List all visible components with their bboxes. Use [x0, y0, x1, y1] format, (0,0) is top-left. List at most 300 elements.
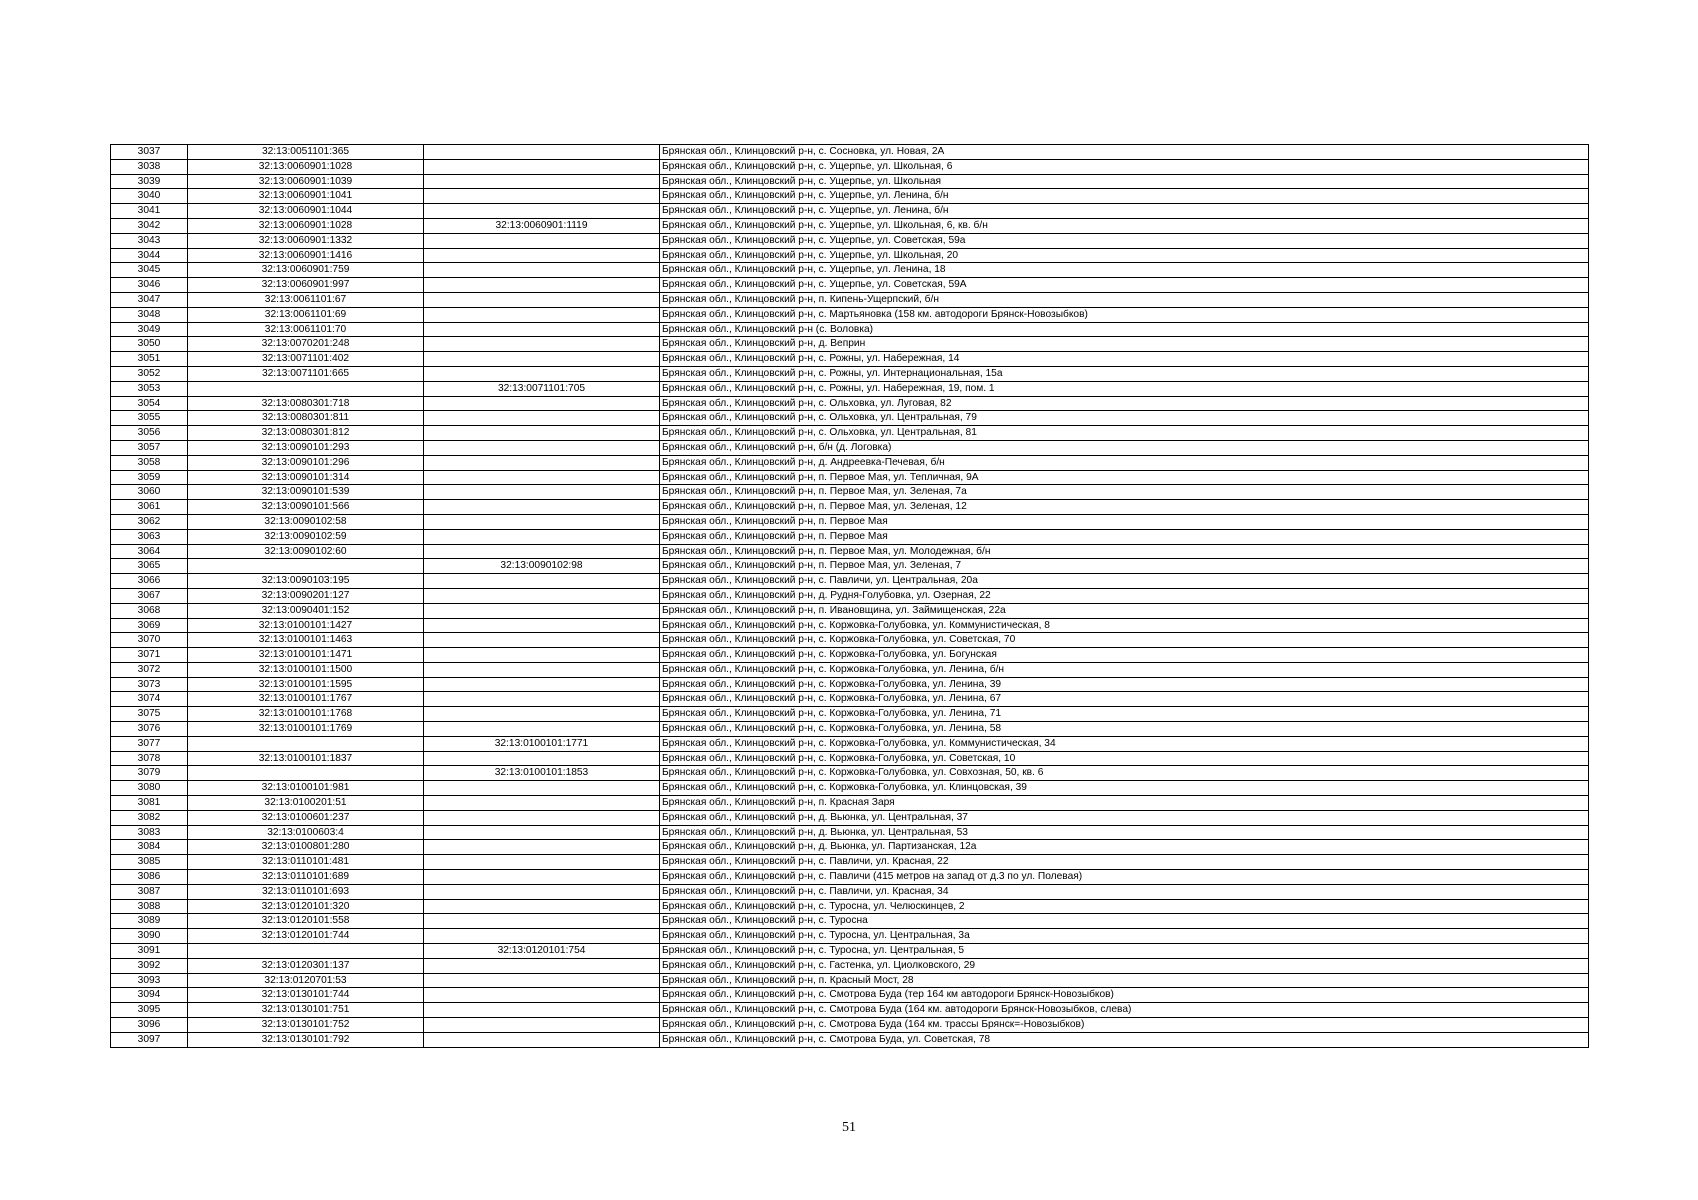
row-number-cell: 3073	[111, 677, 188, 692]
address-cell: Брянская обл., Клинцовский р-н, с. Павличи, ул. Красная, 22	[660, 855, 1589, 870]
cadastral-number-cell: 32:13:0060901:1028	[188, 159, 424, 174]
table-row	[111, 396, 1589, 411]
address-cell: Брянская обл., Клинцовский р-н, д. Веприн	[660, 337, 1589, 352]
room-cadastral-number-cell	[424, 988, 660, 1003]
address-cell: Брянская обл., Клинцовский р-н, д. Вьюнка, ул. Центральная, 53	[660, 825, 1589, 840]
table-row	[111, 633, 1589, 648]
table-row	[111, 618, 1589, 633]
row-number-cell: 3079	[111, 766, 188, 781]
cadastral-number-cell: 32:13:0100101:981	[188, 781, 424, 796]
table-row	[111, 988, 1589, 1003]
room-cadastral-number-cell	[424, 662, 660, 677]
row-number-cell: 3093	[111, 973, 188, 988]
cadastral-number-cell	[188, 736, 424, 751]
room-cadastral-number-cell	[424, 588, 660, 603]
row-number-cell: 3068	[111, 603, 188, 618]
table-row	[111, 958, 1589, 973]
table-row	[111, 662, 1589, 677]
address-cell: Брянская обл., Клинцовский р-н, с. Ущерпье, ул. Ленина, 18	[660, 263, 1589, 278]
row-number-cell: 3092	[111, 958, 188, 973]
address-cell: Брянская обл., Клинцовский р-н, п. Первое Мая, ул. Молодежная, б/н	[660, 544, 1589, 559]
room-cadastral-number-cell	[424, 455, 660, 470]
row-number-cell: 3037	[111, 145, 188, 160]
address-cell: Брянская обл., Клинцовский р-н (с. Воловка)	[660, 322, 1589, 337]
table-row	[111, 381, 1589, 396]
room-cadastral-number-cell	[424, 1003, 660, 1018]
row-number-cell: 3046	[111, 278, 188, 293]
room-cadastral-number-cell: 32:13:0090102:98	[424, 559, 660, 574]
row-number-cell: 3045	[111, 263, 188, 278]
address-cell: Брянская обл., Клинцовский р-н, с. Коржовка-Голубовка, ул. Советская, 70	[660, 633, 1589, 648]
cadastral-number-cell: 32:13:0060901:1039	[188, 174, 424, 189]
room-cadastral-number-cell	[424, 707, 660, 722]
address-cell: Брянская обл., Клинцовский р-н, п. Первое Мая, ул. Зеленая, 7а	[660, 485, 1589, 500]
table-row	[111, 899, 1589, 914]
address-cell: Брянская обл., Клинцовский р-н, с. Смотрова Буда, ул. Советская, 78	[660, 1032, 1589, 1047]
table-row	[111, 648, 1589, 663]
row-number-cell: 3052	[111, 366, 188, 381]
table-row	[111, 973, 1589, 988]
cadastral-number-cell: 32:13:0060901:1332	[188, 233, 424, 248]
row-number-cell: 3061	[111, 500, 188, 515]
row-number-cell: 3071	[111, 648, 188, 663]
row-number-cell: 3040	[111, 189, 188, 204]
cadastral-number-cell: 32:13:0100101:1769	[188, 722, 424, 737]
address-cell: Брянская обл., Клинцовский р-н, с. Коржовка-Голубовка, ул. Советская, 10	[660, 751, 1589, 766]
row-number-cell: 3087	[111, 884, 188, 899]
row-number-cell: 3060	[111, 485, 188, 500]
row-number-cell: 3044	[111, 248, 188, 263]
room-cadastral-number-cell	[424, 722, 660, 737]
address-cell: Брянская обл., Клинцовский р-н, п. Первое Мая, ул. Зеленая, 7	[660, 559, 1589, 574]
table-row	[111, 233, 1589, 248]
table-row	[111, 307, 1589, 322]
address-cell: Брянская обл., Клинцовский р-н, с. Ущерпье, ул. Ленина, б/н	[660, 204, 1589, 219]
address-cell: Брянская обл., Клинцовский р-н, с. Ущерпье, ул. Школьная, 6, кв. б/н	[660, 218, 1589, 233]
row-number-cell: 3096	[111, 1018, 188, 1033]
table-row	[111, 337, 1589, 352]
row-number-cell: 3039	[111, 174, 188, 189]
table-row	[111, 707, 1589, 722]
row-number-cell: 3097	[111, 1032, 188, 1047]
address-cell: Брянская обл., Клинцовский р-н, п. Первое Мая, ул. Тепличная, 9А	[660, 470, 1589, 485]
cadastral-number-cell: 32:13:0090103:195	[188, 574, 424, 589]
table-row	[111, 218, 1589, 233]
cadastral-number-cell	[188, 559, 424, 574]
cadastral-number-cell: 32:13:0061101:67	[188, 292, 424, 307]
table-row	[111, 810, 1589, 825]
room-cadastral-number-cell	[424, 633, 660, 648]
room-cadastral-number-cell	[424, 1032, 660, 1047]
room-cadastral-number-cell	[424, 692, 660, 707]
cadastral-number-cell: 32:13:0100801:280	[188, 840, 424, 855]
table-row	[111, 736, 1589, 751]
cadastral-number-cell: 32:13:0071101:665	[188, 366, 424, 381]
room-cadastral-number-cell	[424, 366, 660, 381]
address-cell: Брянская обл., Клинцовский р-н, п. Ивановщина, ул. Займищенская, 22а	[660, 603, 1589, 618]
address-cell: Брянская обл., Клинцовский р-н, п. Красная Заря	[660, 796, 1589, 811]
room-cadastral-number-cell	[424, 470, 660, 485]
cadastral-number-cell: 32:13:0120101:558	[188, 914, 424, 929]
room-cadastral-number-cell	[424, 973, 660, 988]
table-row	[111, 870, 1589, 885]
cadastral-number-cell: 32:13:0090401:152	[188, 603, 424, 618]
table-row	[111, 485, 1589, 500]
address-cell: Брянская обл., Клинцовский р-н, д. Вьюнка, ул. Центральная, 37	[660, 810, 1589, 825]
room-cadastral-number-cell	[424, 914, 660, 929]
row-number-cell: 3094	[111, 988, 188, 1003]
cadastral-number-cell: 32:13:0060901:1041	[188, 189, 424, 204]
cadastral-number-cell: 32:13:0090102:58	[188, 514, 424, 529]
row-number-cell: 3047	[111, 292, 188, 307]
row-number-cell: 3067	[111, 588, 188, 603]
row-number-cell: 3078	[111, 751, 188, 766]
room-cadastral-number-cell: 32:13:0071101:705	[424, 381, 660, 396]
address-cell: Брянская обл., Клинцовский р-н, с. Коржовка-Голубовка, ул. Совхозная, 50, кв. 6	[660, 766, 1589, 781]
address-cell: Брянская обл., Клинцовский р-н, с. Туросна	[660, 914, 1589, 929]
cadastral-number-cell: 32:13:0060901:759	[188, 263, 424, 278]
cadastral-number-cell	[188, 766, 424, 781]
row-number-cell: 3053	[111, 381, 188, 396]
row-number-cell: 3038	[111, 159, 188, 174]
row-number-cell: 3086	[111, 870, 188, 885]
row-number-cell: 3085	[111, 855, 188, 870]
address-cell: Брянская обл., Клинцовский р-н, с. Коржовка-Голубовка, ул. Коммунистическая, 8	[660, 618, 1589, 633]
room-cadastral-number-cell	[424, 825, 660, 840]
table-row	[111, 204, 1589, 219]
address-cell: Брянская обл., Клинцовский р-н, с. Туросна, ул. Центральная, 5	[660, 944, 1589, 959]
room-cadastral-number-cell	[424, 870, 660, 885]
room-cadastral-number-cell	[424, 840, 660, 855]
address-cell: Брянская обл., Клинцовский р-н, п. Первое Мая	[660, 514, 1589, 529]
table-row	[111, 529, 1589, 544]
address-cell: Брянская обл., Клинцовский р-н, д. Рудня-Голубовка, ул. Озерная, 22	[660, 588, 1589, 603]
cadastral-number-cell: 32:13:0090101:539	[188, 485, 424, 500]
row-number-cell: 3043	[111, 233, 188, 248]
cadastral-number-cell: 32:13:0130101:792	[188, 1032, 424, 1047]
table-row	[111, 426, 1589, 441]
room-cadastral-number-cell	[424, 855, 660, 870]
cadastral-number-cell: 32:13:0130101:751	[188, 1003, 424, 1018]
table-row	[111, 1018, 1589, 1033]
room-cadastral-number-cell	[424, 292, 660, 307]
address-cell: Брянская обл., Клинцовский р-н, п. Красный Мост, 28	[660, 973, 1589, 988]
room-cadastral-number-cell	[424, 574, 660, 589]
address-cell: Брянская обл., Клинцовский р-н, с. Рожны, ул. Интернациональная, 15а	[660, 366, 1589, 381]
cadastral-number-cell: 32:13:0100101:1767	[188, 692, 424, 707]
room-cadastral-number-cell: 32:13:0120101:754	[424, 944, 660, 959]
row-number-cell: 3080	[111, 781, 188, 796]
cadastral-number-cell: 32:13:0090101:566	[188, 500, 424, 515]
cadastral-number-cell: 32:13:0060901:997	[188, 278, 424, 293]
address-cell: Брянская обл., Клинцовский р-н, с. Коржовка-Голубовка, ул. Ленина, 71	[660, 707, 1589, 722]
cadastral-number-cell: 32:13:0100201:51	[188, 796, 424, 811]
room-cadastral-number-cell: 32:13:0100101:1853	[424, 766, 660, 781]
cadastral-number-cell: 32:13:0090102:59	[188, 529, 424, 544]
address-cell: Брянская обл., Клинцовский р-н, б/н (д. Логовка)	[660, 440, 1589, 455]
room-cadastral-number-cell	[424, 618, 660, 633]
room-cadastral-number-cell	[424, 440, 660, 455]
table-row	[111, 588, 1589, 603]
row-number-cell: 3057	[111, 440, 188, 455]
row-number-cell: 3051	[111, 352, 188, 367]
row-number-cell: 3090	[111, 929, 188, 944]
address-cell: Брянская обл., Клинцовский р-н, с. Коржовка-Голубовка, ул. Клинцовская, 39	[660, 781, 1589, 796]
room-cadastral-number-cell	[424, 1018, 660, 1033]
room-cadastral-number-cell	[424, 145, 660, 160]
cadastral-number-cell: 32:13:0100101:1500	[188, 662, 424, 677]
room-cadastral-number-cell	[424, 322, 660, 337]
address-cell: Брянская обл., Клинцовский р-н, с. Смотрова Буда (164 км. автодороги Брянск-Новозыбков, слева)	[660, 1003, 1589, 1018]
cadastral-number-cell: 32:13:0090101:314	[188, 470, 424, 485]
address-cell: Брянская обл., Клинцовский р-н, с. Павличи, ул. Центральная, 20а	[660, 574, 1589, 589]
table-row	[111, 159, 1589, 174]
cadastral-number-cell: 32:13:0090101:296	[188, 455, 424, 470]
table-row	[111, 929, 1589, 944]
table-row	[111, 174, 1589, 189]
table-row	[111, 574, 1589, 589]
address-cell: Брянская обл., Клинцовский р-н, с. Смотрова Буда (164 км. трассы Брянск=-Новозыбков)	[660, 1018, 1589, 1033]
room-cadastral-number-cell	[424, 204, 660, 219]
room-cadastral-number-cell	[424, 189, 660, 204]
address-cell: Брянская обл., Клинцовский р-н, с. Ущерпье, ул. Советская, 59а	[660, 233, 1589, 248]
row-number-cell: 3042	[111, 218, 188, 233]
cadastral-number-cell: 32:13:0120701:53	[188, 973, 424, 988]
address-cell: Брянская обл., Клинцовский р-н, с. Коржовка-Голубовка, ул. Ленина, 67	[660, 692, 1589, 707]
room-cadastral-number-cell	[424, 810, 660, 825]
page-number: 51	[842, 1120, 856, 1135]
room-cadastral-number-cell	[424, 648, 660, 663]
table-row	[111, 322, 1589, 337]
row-number-cell: 3089	[111, 914, 188, 929]
table-row	[111, 796, 1589, 811]
property-table-body	[111, 145, 1589, 1048]
room-cadastral-number-cell	[424, 307, 660, 322]
table-row	[111, 559, 1589, 574]
table-row	[111, 914, 1589, 929]
cadastral-number-cell: 32:13:0100101:1427	[188, 618, 424, 633]
row-number-cell: 3088	[111, 899, 188, 914]
address-cell: Брянская обл., Клинцовский р-н, с. Коржовка-Голубовка, ул. Богунская	[660, 648, 1589, 663]
row-number-cell: 3095	[111, 1003, 188, 1018]
row-number-cell: 3082	[111, 810, 188, 825]
room-cadastral-number-cell	[424, 337, 660, 352]
room-cadastral-number-cell	[424, 485, 660, 500]
address-cell: Брянская обл., Клинцовский р-н, д. Вьюнка, ул. Партизанская, 12а	[660, 840, 1589, 855]
table-row	[111, 500, 1589, 515]
cadastral-number-cell: 32:13:0090201:127	[188, 588, 424, 603]
address-cell: Брянская обл., Клинцовский р-н, с. Коржовка-Голубовка, ул. Ленина, 39	[660, 677, 1589, 692]
row-number-cell: 3064	[111, 544, 188, 559]
address-cell: Брянская обл., Клинцовский р-н, с. Ольховка, ул. Центральная, 81	[660, 426, 1589, 441]
row-number-cell: 3065	[111, 559, 188, 574]
room-cadastral-number-cell	[424, 781, 660, 796]
table-row	[111, 722, 1589, 737]
cadastral-number-cell: 32:13:0100101:1768	[188, 707, 424, 722]
cadastral-number-cell: 32:13:0130101:744	[188, 988, 424, 1003]
address-cell: Брянская обл., Клинцовский р-н, с. Сосновка, ул. Новая, 2А	[660, 145, 1589, 160]
cadastral-number-cell: 32:13:0100601:237	[188, 810, 424, 825]
room-cadastral-number-cell	[424, 233, 660, 248]
cadastral-number-cell: 32:13:0120101:320	[188, 899, 424, 914]
table-row	[111, 248, 1589, 263]
address-cell: Брянская обл., Клинцовский р-н, с. Ущерпье, ул. Школьная, 20	[660, 248, 1589, 263]
cadastral-number-cell: 32:13:0080301:812	[188, 426, 424, 441]
address-cell: Брянская обл., Клинцовский р-н, с. Ущерпье, ул. Школьная	[660, 174, 1589, 189]
address-cell: Брянская обл., Клинцовский р-н, с. Павличи (415 метров на запад от д.3 по ул. Полевая)	[660, 870, 1589, 885]
row-number-cell: 3066	[111, 574, 188, 589]
cadastral-number-cell: 32:13:0060901:1044	[188, 204, 424, 219]
row-number-cell: 3049	[111, 322, 188, 337]
room-cadastral-number-cell	[424, 544, 660, 559]
room-cadastral-number-cell	[424, 396, 660, 411]
cadastral-number-cell: 32:13:0090102:60	[188, 544, 424, 559]
table-row	[111, 677, 1589, 692]
table-row	[111, 884, 1589, 899]
cadastral-number-cell: 32:13:0100101:1471	[188, 648, 424, 663]
address-cell: Брянская обл., Клинцовский р-н, с. Ольховка, ул. Центральная, 79	[660, 411, 1589, 426]
room-cadastral-number-cell	[424, 426, 660, 441]
row-number-cell: 3083	[111, 825, 188, 840]
table-row	[111, 1032, 1589, 1047]
room-cadastral-number-cell	[424, 248, 660, 263]
cadastral-number-cell: 32:13:0100101:1595	[188, 677, 424, 692]
address-cell: Брянская обл., Клинцовский р-н, с. Туросна, ул. Челюскинцев, 2	[660, 899, 1589, 914]
cadastral-number-cell: 32:13:0071101:402	[188, 352, 424, 367]
table-row	[111, 781, 1589, 796]
address-cell: Брянская обл., Клинцовский р-н, с. Коржовка-Голубовка, ул. Ленина, 58	[660, 722, 1589, 737]
row-number-cell: 3063	[111, 529, 188, 544]
row-number-cell: 3069	[111, 618, 188, 633]
room-cadastral-number-cell	[424, 884, 660, 899]
row-number-cell: 3081	[111, 796, 188, 811]
table-row	[111, 692, 1589, 707]
row-number-cell: 3054	[111, 396, 188, 411]
address-cell: Брянская обл., Клинцовский р-н, с. Ущерпье, ул. Ленина, б/н	[660, 189, 1589, 204]
table-row	[111, 278, 1589, 293]
cadastral-number-cell: 32:13:0061101:70	[188, 322, 424, 337]
cadastral-number-cell	[188, 381, 424, 396]
row-number-cell: 3041	[111, 204, 188, 219]
room-cadastral-number-cell	[424, 603, 660, 618]
address-cell: Брянская обл., Клинцовский р-н, с. Мартьяновка (158 км. автодороги Брянск-Новозыбков)	[660, 307, 1589, 322]
room-cadastral-number-cell	[424, 751, 660, 766]
room-cadastral-number-cell	[424, 263, 660, 278]
room-cadastral-number-cell	[424, 278, 660, 293]
address-cell: Брянская обл., Клинцовский р-н, с. Ольховка, ул. Луговая, 82	[660, 396, 1589, 411]
room-cadastral-number-cell	[424, 677, 660, 692]
row-number-cell: 3059	[111, 470, 188, 485]
room-cadastral-number-cell: 32:13:0100101:1771	[424, 736, 660, 751]
cadastral-number-cell: 32:13:0070201:248	[188, 337, 424, 352]
cadastral-number-cell: 32:13:0080301:811	[188, 411, 424, 426]
room-cadastral-number-cell	[424, 796, 660, 811]
table-row	[111, 825, 1589, 840]
address-cell: Брянская обл., Клинцовский р-н, с. Ущерпье, ул. Советская, 59А	[660, 278, 1589, 293]
address-cell: Брянская обл., Клинцовский р-н, с. Коржовка-Голубовка, ул. Ленина, б/н	[660, 662, 1589, 677]
cadastral-number-cell: 32:13:0080301:718	[188, 396, 424, 411]
room-cadastral-number-cell	[424, 529, 660, 544]
cadastral-number-cell: 32:13:0100101:1463	[188, 633, 424, 648]
row-number-cell: 3050	[111, 337, 188, 352]
property-table	[110, 144, 1589, 1048]
table-row	[111, 440, 1589, 455]
table-row	[111, 455, 1589, 470]
room-cadastral-number-cell	[424, 958, 660, 973]
cadastral-number-cell: 32:13:0130101:752	[188, 1018, 424, 1033]
cadastral-number-cell: 32:13:0120301:137	[188, 958, 424, 973]
cadastral-number-cell: 32:13:0060901:1028	[188, 218, 424, 233]
room-cadastral-number-cell	[424, 514, 660, 529]
row-number-cell: 3084	[111, 840, 188, 855]
cadastral-number-cell: 32:13:0110101:481	[188, 855, 424, 870]
cadastral-number-cell: 32:13:0061101:69	[188, 307, 424, 322]
row-number-cell: 3077	[111, 736, 188, 751]
row-number-cell: 3048	[111, 307, 188, 322]
table-row	[111, 751, 1589, 766]
table-row	[111, 470, 1589, 485]
address-cell: Брянская обл., Клинцовский р-н, с. Павличи, ул. Красная, 34	[660, 884, 1589, 899]
cadastral-number-cell: 32:13:0100101:1837	[188, 751, 424, 766]
room-cadastral-number-cell	[424, 929, 660, 944]
room-cadastral-number-cell	[424, 352, 660, 367]
room-cadastral-number-cell	[424, 411, 660, 426]
row-number-cell: 3074	[111, 692, 188, 707]
room-cadastral-number-cell	[424, 159, 660, 174]
table-row	[111, 292, 1589, 307]
table-row	[111, 855, 1589, 870]
row-number-cell: 3076	[111, 722, 188, 737]
room-cadastral-number-cell	[424, 174, 660, 189]
row-number-cell: 3091	[111, 944, 188, 959]
cadastral-number-cell: 32:13:0120101:744	[188, 929, 424, 944]
room-cadastral-number-cell: 32:13:0060901:1119	[424, 218, 660, 233]
address-cell: Брянская обл., Клинцовский р-н, с. Ущерпье, ул. Школьная, 6	[660, 159, 1589, 174]
row-number-cell: 3058	[111, 455, 188, 470]
table-row	[111, 603, 1589, 618]
row-number-cell: 3072	[111, 662, 188, 677]
cadastral-number-cell: 32:13:0060901:1416	[188, 248, 424, 263]
table-row	[111, 411, 1589, 426]
table-row	[111, 366, 1589, 381]
address-cell: Брянская обл., Клинцовский р-н, д. Андреевка-Печевая, б/н	[660, 455, 1589, 470]
table-row	[111, 544, 1589, 559]
address-cell: Брянская обл., Клинцовский р-н, с. Смотрова Буда (тер 164 км автодороги Брянск-Новозыбков)	[660, 988, 1589, 1003]
address-cell: Брянская обл., Клинцовский р-н, с. Рожны, ул. Набережная, 14	[660, 352, 1589, 367]
room-cadastral-number-cell	[424, 899, 660, 914]
address-cell: Брянская обл., Клинцовский р-н, с. Гастенка, ул. Циолковского, 29	[660, 958, 1589, 973]
table-row	[111, 189, 1589, 204]
table-row	[111, 944, 1589, 959]
address-cell: Брянская обл., Клинцовский р-н, с. Туросна, ул. Центральная, 3а	[660, 929, 1589, 944]
cadastral-number-cell: 32:13:0090101:293	[188, 440, 424, 455]
address-cell: Брянская обл., Клинцовский р-н, с. Коржовка-Голубовка, ул. Коммунистическая, 34	[660, 736, 1589, 751]
table-row	[111, 263, 1589, 278]
cadastral-number-cell: 32:13:0051101:365	[188, 145, 424, 160]
row-number-cell: 3056	[111, 426, 188, 441]
row-number-cell: 3055	[111, 411, 188, 426]
address-cell: Брянская обл., Клинцовский р-н, п. Кипень-Ущерпский, б/н	[660, 292, 1589, 307]
address-cell: Брянская обл., Клинцовский р-н, п. Первое Мая, ул. Зеленая, 12	[660, 500, 1589, 515]
table-row	[111, 1003, 1589, 1018]
cadastral-number-cell: 32:13:0100603:4	[188, 825, 424, 840]
table-row	[111, 840, 1589, 855]
table-row	[111, 514, 1589, 529]
address-cell: Брянская обл., Клинцовский р-н, п. Первое Мая	[660, 529, 1589, 544]
table-row	[111, 766, 1589, 781]
row-number-cell: 3062	[111, 514, 188, 529]
address-cell: Брянская обл., Клинцовский р-н, с. Рожны, ул. Набережная, 19, пом. 1	[660, 381, 1589, 396]
